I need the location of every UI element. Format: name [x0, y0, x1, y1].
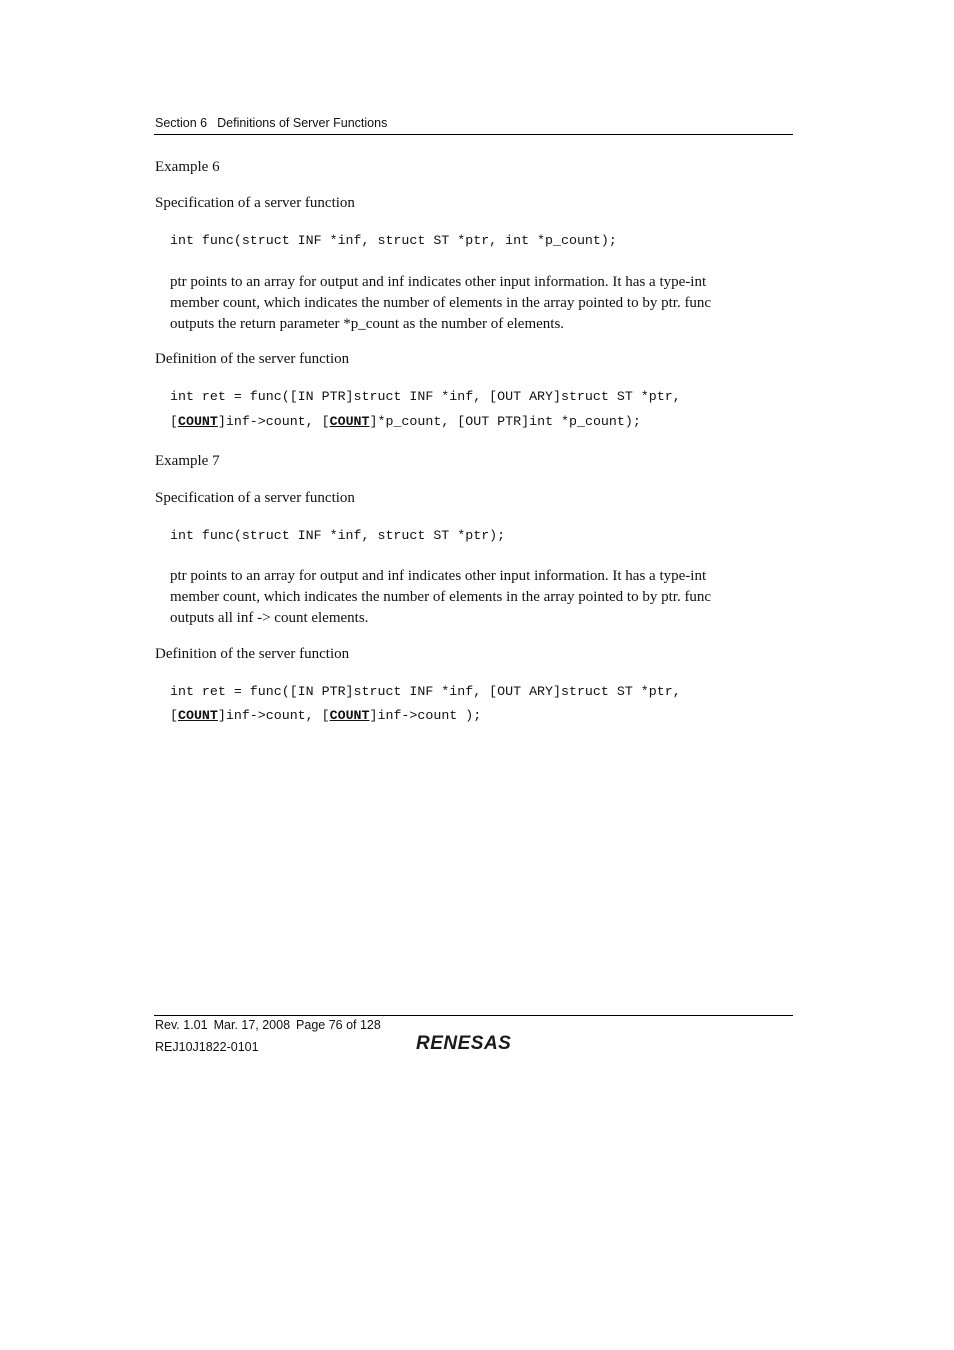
- example-7-spec-code: int func(struct INF *inf, struct ST *ptr);: [170, 528, 506, 543]
- example-7-description-line: member count, which indicates the number of elements in the array pointed to by ptr. func: [170, 589, 712, 605]
- example-6-heading: Example 6: [155, 159, 220, 175]
- revision-date: Mar. 17, 2008: [213, 1018, 291, 1032]
- section-number: Section 6: [155, 116, 208, 130]
- code-fragment: ]inf->count );: [369, 708, 482, 723]
- example-6-def-code-line-1: int ret = func([IN PTR]struct INF *inf, [OUT ARY]struct ST *ptr,: [170, 389, 681, 404]
- example-7-def-code-line-2: [170, 708, 481, 723]
- section-title: Definitions of Server Functions: [217, 116, 388, 130]
- code-fragment: ]*p_count, [OUT PTR]int *p_count);: [369, 414, 641, 429]
- document-id: REJ10J1822-0101: [155, 1040, 259, 1054]
- example-7-heading: Example 7: [155, 453, 220, 469]
- example-6-description-line: outputs the return parameter *p_count as the number of elements.: [170, 316, 565, 332]
- count-keyword: COUNT: [329, 414, 370, 429]
- example-7-description-line: ptr points to an array for output and inf indicates other input information. It has a type-int: [170, 568, 707, 584]
- count-keyword: COUNT: [177, 708, 218, 723]
- code-fragment: [: [170, 414, 178, 429]
- code-fragment: ]inf->count, [: [217, 414, 330, 429]
- renesas-logo: [414, 1030, 536, 1054]
- example-7-description: [170, 566, 770, 629]
- logo-text: RENESAS: [416, 1033, 512, 1054]
- header-rule: [154, 134, 793, 135]
- count-keyword: COUNT: [177, 414, 218, 429]
- code-fragment: [: [170, 708, 178, 723]
- example-6-def-heading: Definition of the server function: [155, 351, 350, 367]
- example-7-description-line: outputs all inf -> count elements.: [170, 610, 369, 626]
- example-6-def-code-line-2: [170, 414, 641, 429]
- count-keyword: COUNT: [329, 708, 370, 723]
- running-header: [155, 116, 387, 130]
- footer-rule: [154, 1015, 793, 1016]
- example-6-spec-code: int func(struct INF *inf, struct ST *ptr, int *p_count);: [170, 233, 617, 248]
- example-7-def-code-line-1: int ret = func([IN PTR]struct INF *inf, [OUT ARY]struct ST *ptr,: [170, 684, 681, 699]
- example-6-description-line: member count, which indicates the number of elements in the array pointed to by ptr. func: [170, 295, 712, 311]
- revision: Rev. 1.01: [155, 1018, 208, 1032]
- example-7-def-heading: Definition of the server function: [155, 646, 350, 662]
- example-6-spec-heading: Specification of a server function: [155, 195, 355, 211]
- code-fragment: ]inf->count, [: [217, 708, 330, 723]
- footer-revision-line: [155, 1018, 381, 1032]
- example-6-description: [170, 272, 770, 335]
- page-number: Page 76 of 128: [296, 1018, 381, 1032]
- example-6-description-line: ptr points to an array for output and inf indicates other input information. It has a type-int: [170, 274, 707, 290]
- example-7-spec-heading: Specification of a server function: [155, 490, 355, 506]
